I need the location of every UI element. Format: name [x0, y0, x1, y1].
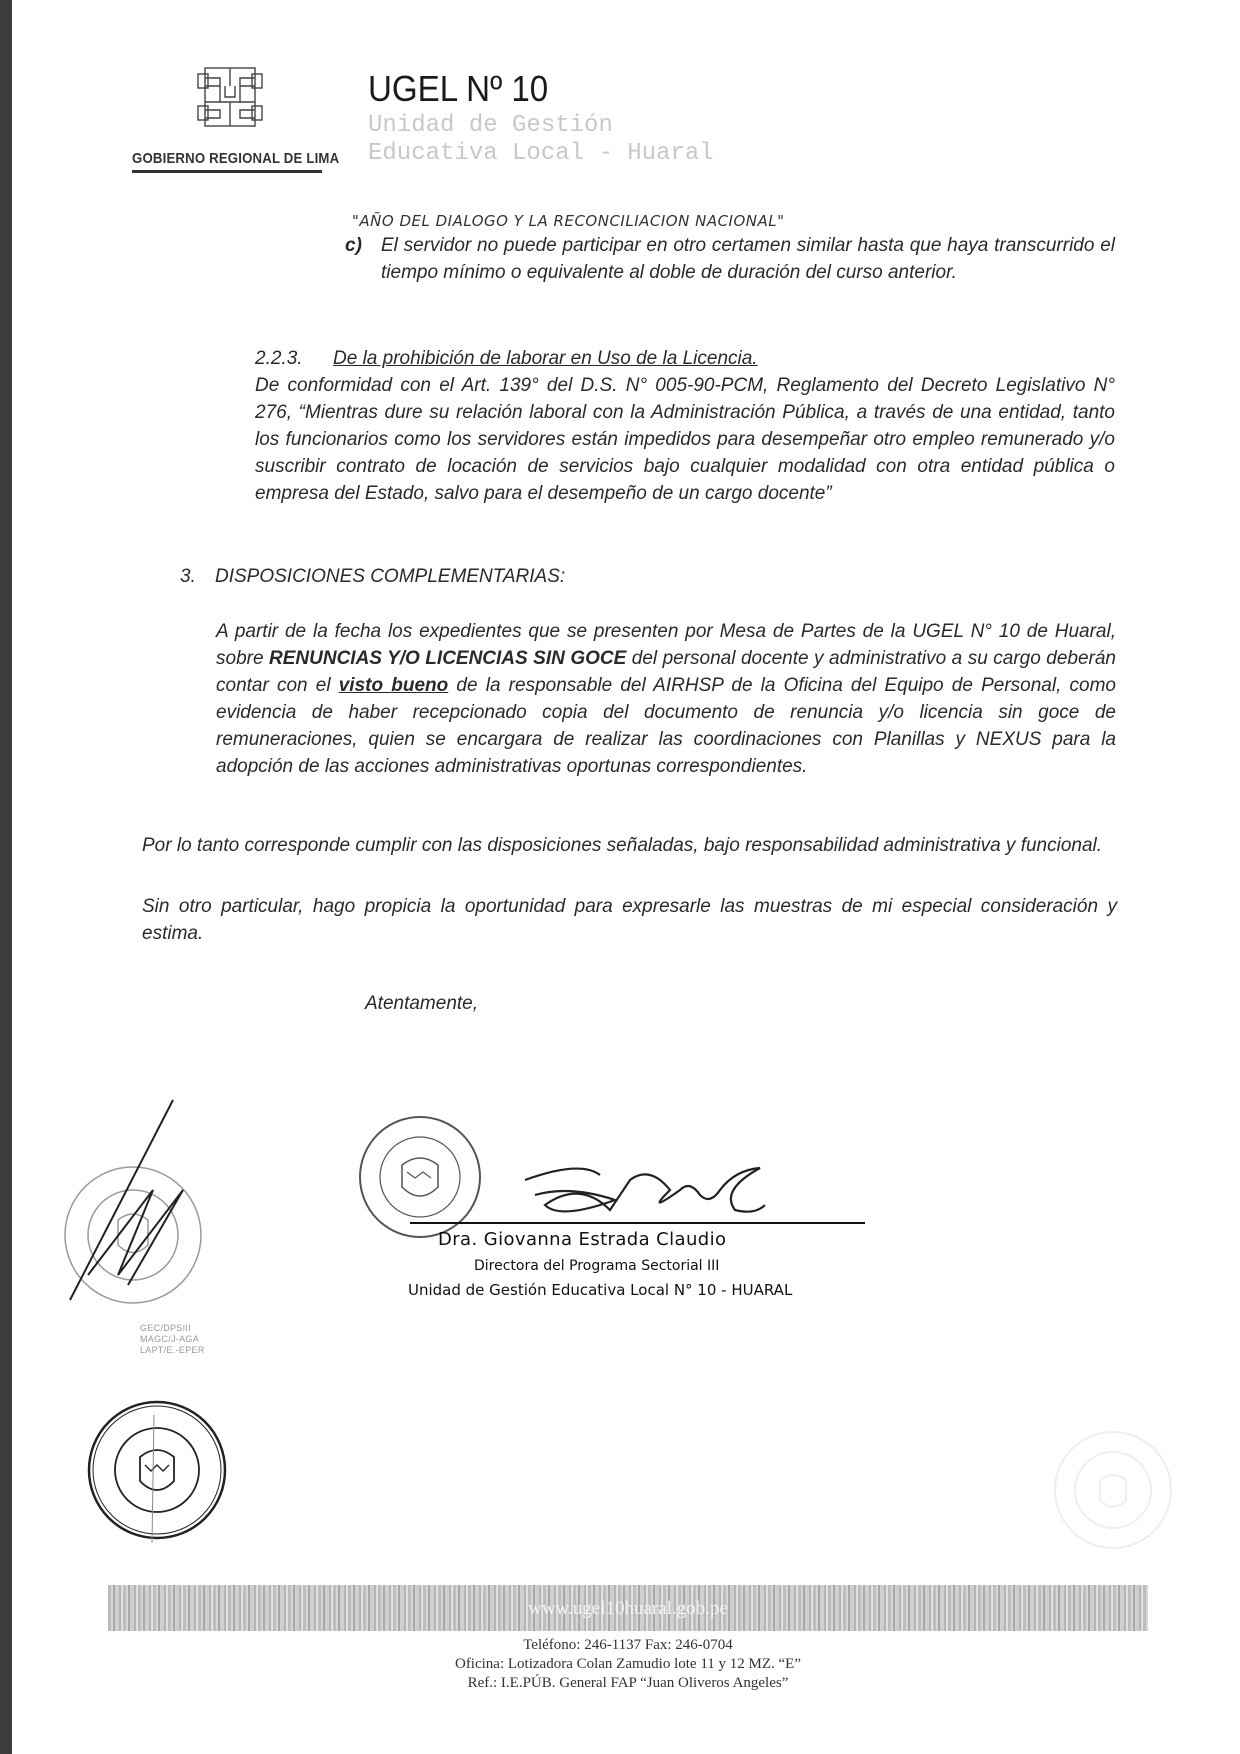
item-c: [345, 232, 1115, 286]
ugel-title: UGEL Nº 10: [368, 68, 549, 109]
salutation: Atentamente,: [365, 993, 479, 1014]
footer-office: Oficina: Lotizadora Colan Zamudio lote 11 y 12 MZ. “E”: [454, 1656, 801, 1672]
section-3-visto-bueno: visto bueno: [338, 675, 449, 696]
signature-line: [410, 1222, 865, 1224]
administration-stamp: [58, 1095, 228, 1310]
section-3-title: DISPOSICIONES COMPLEMENTARIAS:: [215, 566, 566, 587]
footer-contact: [108, 1636, 1148, 1693]
handwritten-signature: [520, 1160, 780, 1230]
footer-reference: Ref.: I.E.PÚB. General FAP “Juan Oliveros Angeles”: [467, 1675, 789, 1691]
signer-role: Directora del Programa Sectorial III: [474, 1258, 720, 1274]
reference-code: LAPT/E.-EPER: [140, 1345, 205, 1355]
section-3-body: [216, 618, 1116, 780]
gobierno-regional-logo: [195, 66, 265, 128]
ugel-subtitle-line1: Unidad de Gestión: [368, 112, 613, 139]
ugel-subtitle-line2: Educativa Local - Huaral: [368, 140, 714, 167]
reference-codes: [140, 1323, 205, 1356]
item-c-text: El servidor no puede participar en otro certamen similar hasta que haya transcurrido el tiempo mínimo o equivalente al doble de duración del curso anterior.: [381, 235, 1115, 283]
signer-name: Dra. Giovanna Estrada Claudio: [438, 1229, 727, 1250]
closing-paragraph-1: Por lo tanto corresponde cumplir con las disposiciones señaladas, bajo responsabilidad administrativa y funcional.: [142, 835, 1103, 856]
reference-code: MAGC/J-AGA: [140, 1334, 200, 1344]
section-3-text-2: del personal docente y administrativo a su cargo deberán contar con el: [216, 648, 1116, 696]
year-motto: "AÑO DEL DIALOGO Y LA RECONCILIACION NACIONAL": [352, 212, 785, 230]
footer-phone: Teléfono: 246-1137 Fax: 246-0704: [523, 1637, 733, 1653]
section-3-text-3: de la responsable del AIRHSP de la Oficina del Equipo de Personal, como evidencia de haber recepcionado copia del documento de renuncia y/o licencia sin goce de remuneraciones, quien se encargara de realizar las coordinaciones con Planillas y NEXUS para la adopción de las acciones administrativas oportunas correspondientes.: [216, 675, 1116, 777]
item-c-label: c): [345, 235, 362, 256]
director-stamp: [355, 1110, 485, 1245]
scan-edge-band: [0, 0, 12, 1754]
government-label: GOBIERNO REGIONAL DE LIMA: [132, 150, 340, 167]
section-3-bold-text: RENUNCIAS Y/O LICENCIAS SIN GOCE: [269, 648, 627, 669]
section-2-2-3-number: 2.2.3.: [255, 348, 303, 369]
personal-stamp: [82, 1395, 232, 1545]
section-2-2-3-title: De la prohibición de laborar en Uso de la Licencia.: [333, 348, 758, 369]
section-3-number: 3.: [180, 566, 196, 587]
header-rule: [132, 170, 322, 173]
reference-code: GEC/DPSIII: [140, 1323, 192, 1333]
closing-paragraph-2: Sin otro particular, hago propicia la oportunidad para expresarle las muestras de mi especial consideración y estima.: [142, 896, 1117, 944]
faint-stamp: [1048, 1425, 1178, 1555]
section-2-2-3-body: De conformidad con el Art. 139° del D.S. N° 005-90-PCM, Reglamento del Decreto Legislativo N° 276, “Mientras dure su relación laboral con la Administración Pública, a través de una entidad, tanto los funcionarios como los servidores están impedidos para desempeñar otro empleo remunerado y/o suscribir contrato de locación de servicios bajo cualquier modalidad con otra entidad pública o empresa del Estado, salvo para el desempeño de un cargo docente”: [255, 375, 1115, 504]
section-3-text-1: A partir de la fecha los expedientes que se presenten por Mesa de Partes de la UGEL N° 10 de Huaral, sobre: [216, 621, 1116, 669]
signer-organization: Unidad de Gestión Educativa Local N° 10 - HUARAL: [408, 1281, 793, 1299]
footer-website: www.ugel10huaral.gob.pe: [528, 1598, 728, 1619]
